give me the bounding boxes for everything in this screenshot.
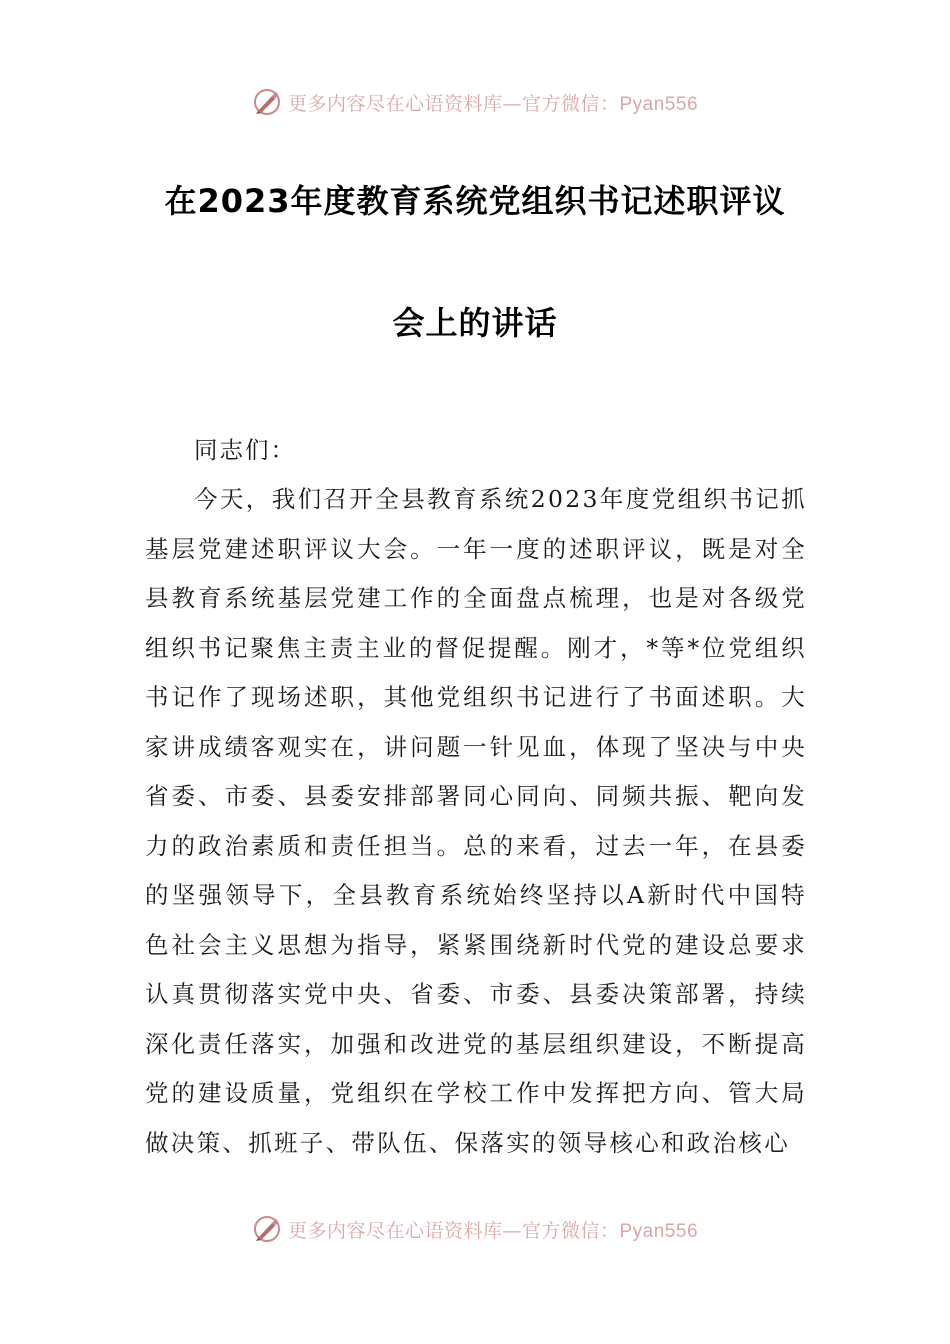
salutation: 同志们： xyxy=(194,436,296,464)
watermark-id: Pyan556 xyxy=(619,93,699,115)
watermark-text: 更多内容尽在心语资料库—官方微信：Pyan556 xyxy=(287,92,699,115)
pen-logo-icon xyxy=(252,87,282,117)
watermark-id: Pyan556 xyxy=(619,1220,699,1242)
watermark-text: 更多内容尽在心语资料库—官方微信：Pyan556 xyxy=(287,1219,699,1242)
watermark-banner-bottom xyxy=(0,1209,950,1249)
pen-logo-icon xyxy=(252,1214,282,1244)
body-paragraph: 今天，我们召开全县教育系统2023年度党组织书记抓基层党建述职评议大会。一年一度的述职评议，既是对全县教育系统基层党建工作的全面盘点梳理，也是对各级党组织书记聚焦主责主业的督促提醒。刚才，*等*位党组织书记作了现场述职，其他党组织书记进行了书面述职。大家讲成绩客观实在，讲问题一针见血，体现了坚决与中央省委、市委、县委安排部署同心同向、同频共振、靶向发力的政治素质和责任担当。总的来看，过去一年，在县委的坚强领导下，全县教育系统始终坚持以A新时代中国特色社会主义思想为指导，紧紧围绕新时代党的建设总要求认真贯彻落实党中央、省委、市委、县委决策部署，持续深化责任落实，加强和改进党的基层组织建设，不断提高党的建设质量，党组织在学校工作中发挥把方向、管大局做决策、抓班子、带队伍、保落实的领导核心和政治核心 xyxy=(145,485,807,1157)
watermark-banner-top xyxy=(0,82,950,122)
document-title-line-1: 在2023年度教育系统党组织书记述职评议 xyxy=(164,182,786,220)
document-title-line-2: 会上的讲话 xyxy=(392,304,558,342)
